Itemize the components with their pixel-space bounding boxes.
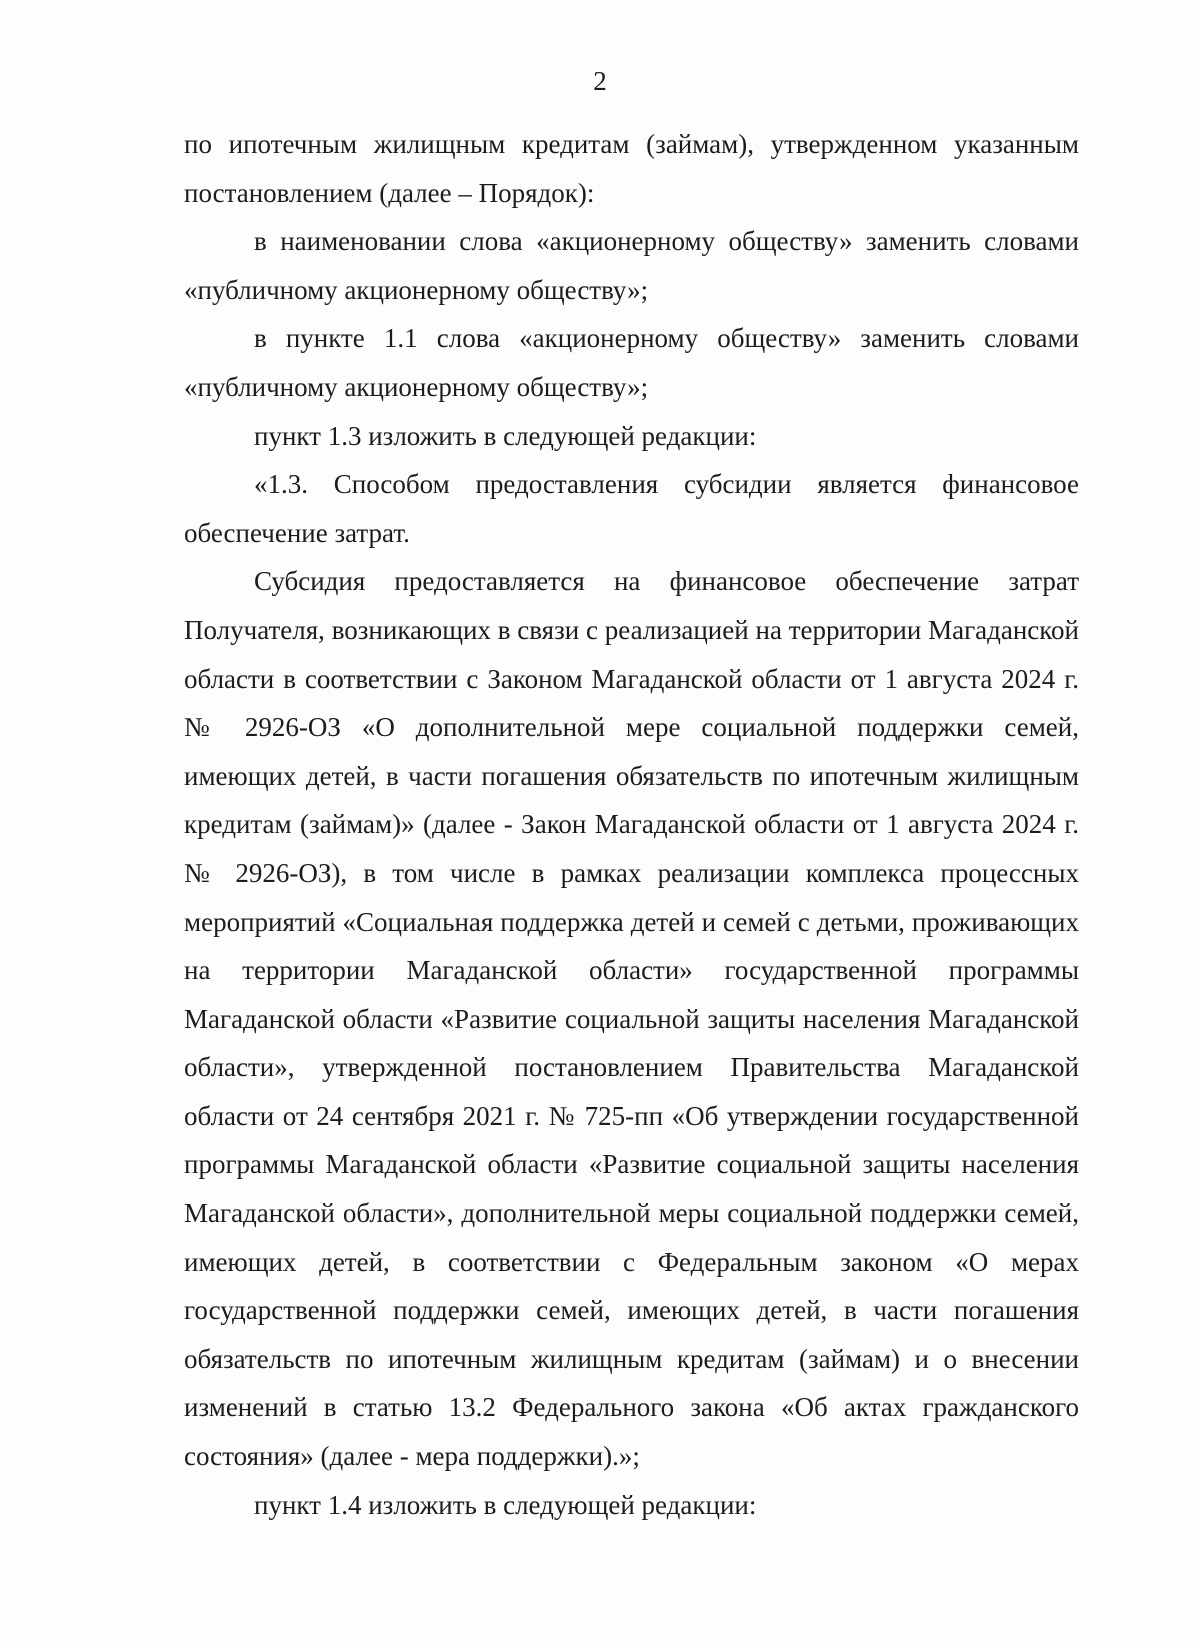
- paragraph-subsidy-description: Субсидия предоставляется на финансовое обеспечение затрат Получателя, возникающих в связи с реализацией на территории Магаданской области в соответствии с Законом Магаданской области от 1 августа 2024 г. № 2926-ОЗ «О дополнительной мере социальной поддержки семей, имеющих детей, в части погашения обязательств по ипотечным жилищным кредитам (займам)» (далее - Закон Магаданской области от 1 августа 2024 г. № 2926-ОЗ), в том числе в рамках реализации комплекса процессных мероприятий «Социальная поддержка детей и семей с детьми, проживающих на территории Магаданской области» государственной программы Магаданской области «Развитие социальной защиты населения Магаданской области», утвержденной постановлением Правительства Магаданской области от 24 сентября 2021 г. № 725-пп «Об утверждении государственной программы Магаданской области «Развитие социальной защиты населения Магаданской области», дополнительной меры социальной поддержки семей, имеющих детей, в соответствии с Федеральным законом «О мерах государственной поддержки семей, имеющих детей, в части погашения обязательств по ипотечным жилищным кредитам (займам) и о внесении изменений в статью 13.2 Федерального закона «Об актах гражданского состояния» (далее - мера поддержки).»;: [184, 566, 1079, 1472]
- paragraph-clause-1-3-text: «1.3. Способом предоставления субсидии является финансовое обеспечение затрат.: [184, 469, 1079, 548]
- paragraph-clause-1-3-intro: пункт 1.3 изложить в следующей редакции:: [254, 420, 757, 451]
- paragraph-clause-1-1-amendment: в пункте 1.1 слова «акционерному обществу» заменить словами «публичному акционерному обществу»;: [184, 323, 1079, 402]
- paragraph-clause-1-4-intro: пункт 1.4 изложить в следующей редакции:: [254, 1489, 757, 1520]
- paragraph-title-amendment: в наименовании слова «акционерному обществу» заменить словами «публичному акционерному обществу»;: [184, 226, 1079, 305]
- paragraph-continuation: по ипотечным жилищным кредитам (займам), утвержденном указанным постановлением (далее – Порядок):: [184, 129, 1079, 208]
- page-number: 2: [593, 66, 607, 96]
- document-body: [184, 120, 1079, 1529]
